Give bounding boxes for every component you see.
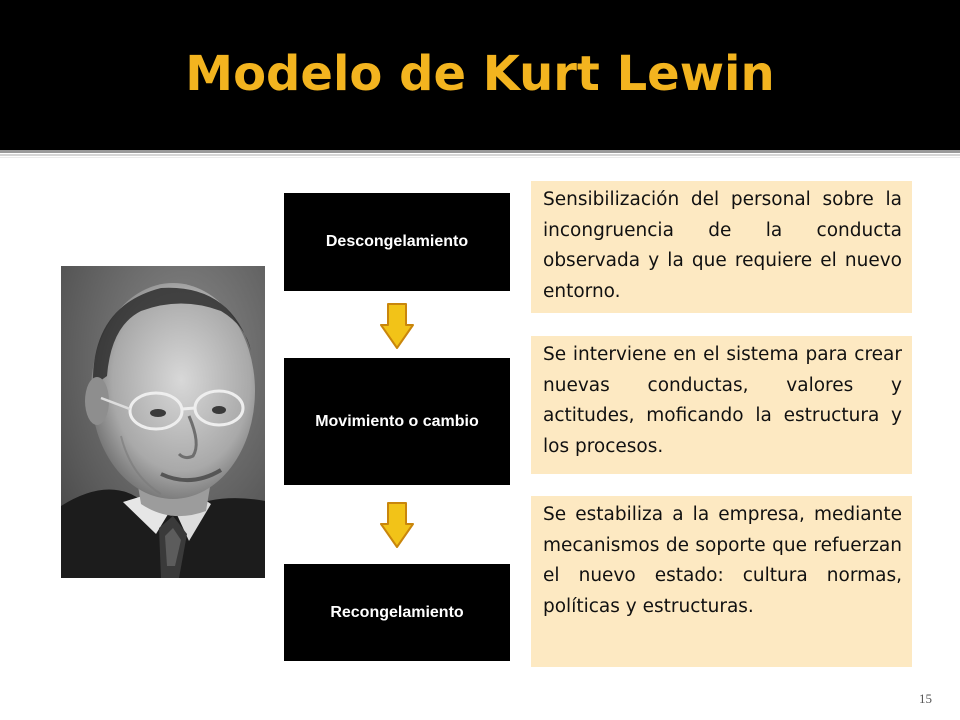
- stage-refreeze: Recongelamiento: [284, 564, 510, 661]
- description-unfreeze: Sensibilización del personal sobre la incongruencia de la conducta observada y la que requiere el nuevo entorno.: [531, 181, 912, 313]
- stage-change: Movimiento o cambio: [284, 358, 510, 485]
- arrow-down-icon: [380, 502, 414, 548]
- divider: [0, 154, 960, 156]
- divider: [0, 157, 960, 158]
- arrow-down-icon: [380, 303, 414, 349]
- stage-unfreeze: Descongelamiento: [284, 193, 510, 291]
- divider: [0, 150, 960, 153]
- description-refreeze: Se estabiliza a la empresa, mediante mecanismos de soporte que refuerzan el nuevo estado: cultura normas, políticas y estructuras.: [531, 496, 912, 667]
- portrait-photo: [61, 266, 265, 578]
- description-change: Se interviene en el sistema para crear nuevas conductas, valores y actitudes, moficando la estructura y los procesos.: [531, 336, 912, 474]
- page-number: 15: [919, 691, 932, 706]
- slide-title: Modelo de Kurt Lewin: [185, 46, 775, 102]
